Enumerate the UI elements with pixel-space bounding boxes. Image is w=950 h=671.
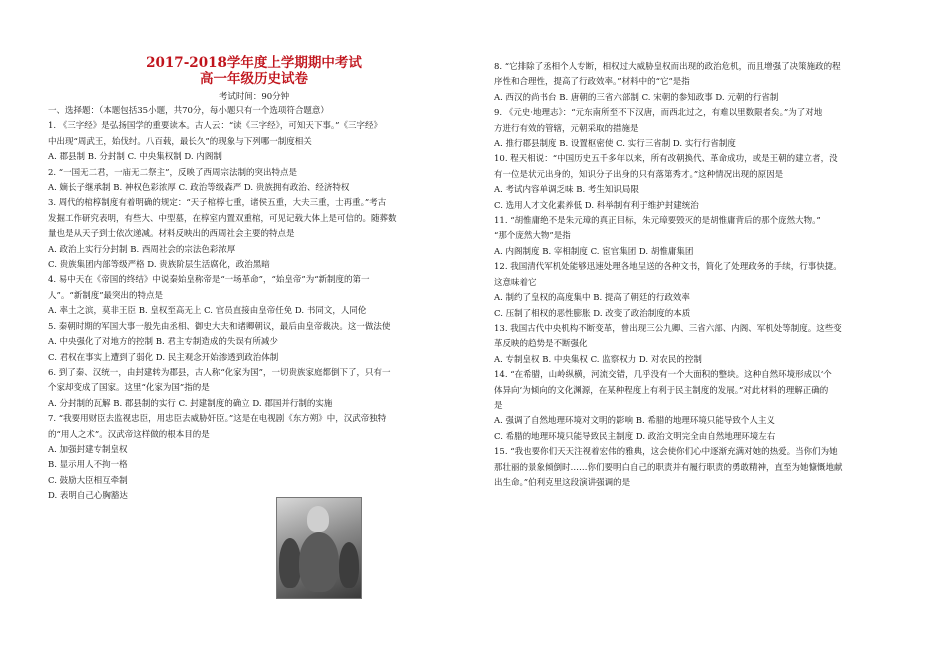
text-line: 个家却变成了国家。这里“化家为国”指的是 [48,383,210,394]
text-line: 是 [494,400,503,411]
text-line: 这意味着它 [494,277,537,288]
text-line: 7. “我要用财臣去监视忠臣，用忠臣去威胁奸臣。”这是在电视剧《东方朔》中，汉武帝独特 [48,414,387,425]
text-line: D. 表明自己心胸豁达 [48,491,128,502]
exam-subtitle: 高一年级历史试卷 [200,71,308,87]
text-line: C. 君权在事实上遭到了弱化 D. 民主观念开始渗透到政治体制 [48,352,279,363]
text-line: 那壮丽的景象倾倒时……你们要明白自己的职责并有履行职责的勇敢精神，直至为她慷慨地献 [494,462,843,473]
photo-figure [279,538,301,588]
text-line: A. 强调了自然地理环境对文明的影响 B. 希腊的地理环境只能导致个人主义 [494,416,775,427]
text-line: 体异向’为倾向的文化渊源，在某种程度上有利于民主制度的发展。”对此材料的理解正确的 [494,385,829,396]
exam-time: 考试时间：90分钟 [218,92,290,102]
text-line: 5. 秦朝时期的军国大事一般先由丞相、御史大夫和诸卿朝议，最后由皇帝裁决。这一做法使 [48,321,391,332]
photo-figure [299,532,339,592]
text-line: 11. “胡惟庸绝不是朱元璋的真正目标，朱元璋要毁灭的是胡惟庸背后的那个庞然大物。” [494,216,821,227]
text-line: C. 压制了相权的恶性膨胀 D. 改变了政治制度的本质 [494,308,691,319]
text-line: C. 希腊的地理环境只能导致民主制度 D. 政治文明完全由自然地理环境左右 [494,431,776,442]
text-line: A. 分封制的瓦解 B. 郡县制的实行 C. 封建制度的确立 D. 郡国并行制的实施 [48,398,333,409]
text-line: C. 鼓励大臣相互牵制 [48,475,128,486]
text-line: 量也是从天子到士依次递减。材料反映出的西周社会主要的特点是 [48,229,295,240]
text-line: 9. 《元史·地理志》：“元东南所至不下汉唐，而西北过之，有难以里数限者矣。”为了对地 [494,108,823,119]
text-line: 一、选择题：（本题包括35小题，共70分，每小题只有一个选项符合题意） [48,106,329,116]
text-line: 3. 周代的棺椁制度有着明确的规定：“天子棺椁七重，诸侯五重，大夫三重，士再重。”考古 [48,198,387,209]
text-line: C. 贵族集团内部等级严格 D. 贵族阶层生活腐化，政治黑暗 [48,260,270,271]
text-line: 10. 程天相说：“中国历史五千多年以来，所有改朝换代、革命成功，或是王朝的建立者，没 [494,154,838,165]
text-line: A. 西汉的尚书台 B. 唐朝的三省六部制 C. 宋朝的参知政事 D. 元朝的行省制 [494,92,779,103]
text-line: B. 显示用人不拘一格 [48,460,128,471]
text-line: A. 内阁制度 B. 宰相制度 C. 宦官集团 D. 胡惟庸集团 [494,246,694,257]
text-line: 出生命。”伯利克里这段演讲强调的是 [494,477,631,488]
text-line: A. 郡县制 B. 分封制 C. 中央集权制 D. 内阁制 [48,152,222,163]
text-line: A. 推行郡县制度 B. 设置枢密使 C. 实行三省制 D. 实行行省制度 [494,139,736,150]
text-line: 4. 易中天在《帝国的终结》中说秦始皇称帝是“一场革命”，“始皇帝”为“新制度的第一 [48,275,370,286]
text-line: “那个庞然大物”是指 [494,231,571,242]
text-line: 14. “在希腊，山岭纵横，河流交错，几乎没有一个大面积的整块。这种自然环境形成以‘个 [494,370,832,381]
text-line: 有一位是状元出身的，知识分子出身的只有落第秀才。”这种情况出现的原因是 [494,169,784,180]
text-line: A. 考试内容单调乏味 B. 考生知识局限 [494,185,639,196]
photo-figure [307,506,329,532]
text-line: 的“用人之术”。汉武帝这样做的根本目的是 [48,429,210,440]
text-line: 13. 我国古代中央机构不断变革，曾出现三公九卿、三省六部、内阁、军机处等制度。这些变 [494,323,842,334]
text-line: A. 中央强化了对地方的控制 B. 君主专制造成的失误有所减少 [48,337,278,348]
text-line: 革反映的趋势是不断强化 [494,339,588,350]
text-line: 序性和合理性，提高了行政效率。”材料中的“它”是指 [494,77,690,88]
text-line: 人”。“新制度”最突出的特点是 [48,290,164,301]
text-line: 中出现“周武王，始伐纣。八百载，最长久”的现象与下列哪一制度相关 [48,136,312,147]
text-line: C. 选用人才文化素养低 D. 科举制有利于维护封建统治 [494,200,699,211]
photo-figure [339,542,359,588]
text-line: 2. “一国无二君，一庙无二祭主”，反映了西周宗法制的突出特点是 [48,167,298,178]
text-line: 8. “它排除了丞相个人专断，相权过大威胁皇权而出现的政治危机，而且增强了决策施政的程 [494,62,841,72]
text-line: A. 加强封建专制皇权 [48,444,128,455]
drama-still-image [276,497,362,599]
left-question-list [48,104,460,505]
text-line: 6. 到了秦、汉统一，由封建转为郡县，古人称“化家为国”，一切贵族家庭都倒下了，只有一 [48,367,391,378]
text-line: 发掘工作研究表明，有些大、中型墓，在椁室内置双重棺，可见记载大体上是可信的。随葬数 [48,213,397,224]
text-line: A. 政治上实行分封制 B. 西周社会的宗法色彩浓厚 [48,244,236,255]
text-line: A. 率土之滨，莫非王臣 B. 皇权至高无上 C. 官员直接由皇帝任免 D. 书同文，人同伦 [48,306,367,317]
text-line: 15. “我也要你们天天注视着宏伟的雅典，这会使你们心中逐渐充满对她的热爱。当你们为她 [494,447,838,458]
text-line: 1. 《三字经》是弘扬国学的重要读本。古人云：“读《三字经》，可知天下事。”《三字经》 [48,121,383,132]
exam-title: 2017-2018学年度上学期期中考试 [146,55,362,71]
text-line: A. 专制皇权 B. 中央集权 C. 监察权力 D. 对农民的控制 [494,354,702,365]
right-question-list [494,60,906,491]
text-line: 12. 我国清代军机处能够迅速处理各地呈送的各种文书，简化了处理政务的手续，行事快捷。 [494,262,842,273]
text-line: A. 制约了皇权的高度集中 B. 提高了朝廷的行政效率 [494,293,690,304]
text-line: A. 嫡长子继承制 B. 神权色彩浓厚 C. 政治等级森严 D. 贵族拥有政治、经济特权 [48,183,350,194]
text-line: 方进行有效的管辖，元朝采取的措施是 [494,123,639,134]
